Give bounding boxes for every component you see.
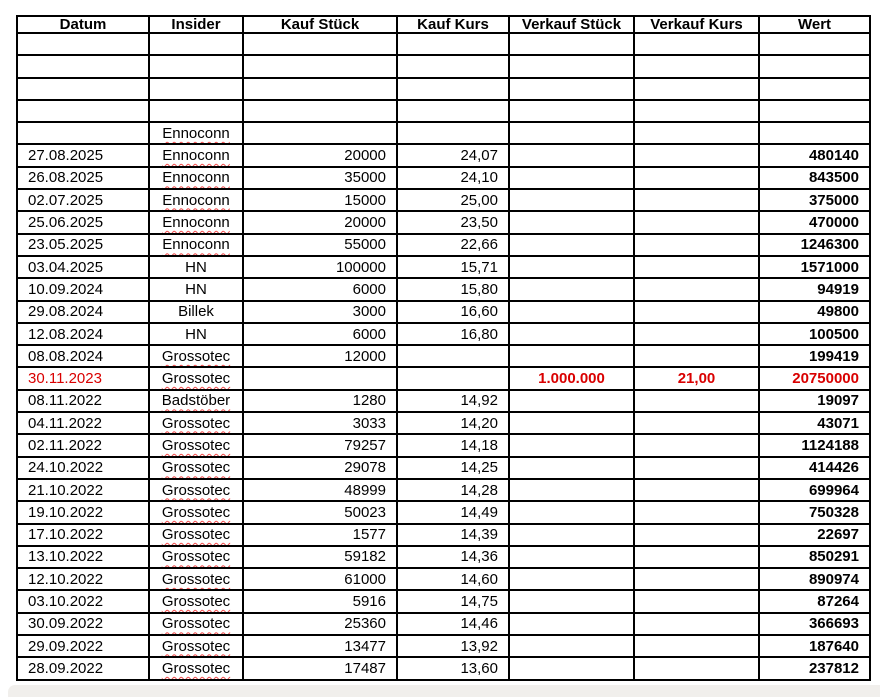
cell-kauf_stueck[interactable]: 1577 <box>243 524 397 546</box>
cell-wert[interactable] <box>759 78 870 100</box>
cell-datum[interactable] <box>17 100 149 122</box>
header-row <box>17 16 870 33</box>
cell-kauf_stueck[interactable] <box>243 367 397 389</box>
cell-datum[interactable] <box>17 78 149 100</box>
cell-kauf_kurs[interactable] <box>397 55 509 77</box>
cell-wert[interactable]: 843500 <box>759 167 870 189</box>
cell-verkauf_stueck[interactable] <box>509 657 634 679</box>
insider-name-misspelled: Grossotec <box>161 526 231 544</box>
cell-kauf_kurs[interactable]: 13,92 <box>397 635 509 657</box>
cell-verkauf_stueck[interactable] <box>509 144 634 166</box>
cell-insider[interactable] <box>149 345 243 367</box>
cell-kauf_stueck[interactable] <box>243 55 397 77</box>
cell-verkauf_stueck[interactable] <box>509 78 634 100</box>
cell-insider[interactable] <box>149 211 243 233</box>
cell-insider[interactable] <box>149 613 243 635</box>
insider-name-misspelled: Grossotec <box>161 548 231 566</box>
table-row <box>17 501 870 523</box>
insider-name-misspelled: Grossotec <box>161 637 231 655</box>
cell-verkauf_kurs[interactable] <box>634 635 759 657</box>
cell-verkauf_kurs[interactable] <box>634 211 759 233</box>
table-row <box>17 590 870 612</box>
insider-name-misspelled: Grossotec <box>161 370 231 388</box>
cell-kauf_kurs[interactable]: 14,49 <box>397 501 509 523</box>
cell-verkauf_stueck[interactable] <box>509 457 634 479</box>
cell-insider[interactable] <box>149 100 243 122</box>
insider-name-misspelled: Grossotec <box>161 659 231 677</box>
cell-wert[interactable] <box>759 55 870 77</box>
cell-datum[interactable] <box>17 122 149 144</box>
cell-verkauf_stueck[interactable] <box>509 301 634 323</box>
insider-name-misspelled: Ennoconn <box>162 191 230 209</box>
cell-datum[interactable]: 25.06.2025 <box>17 211 149 233</box>
cell-verkauf_kurs[interactable] <box>634 434 759 456</box>
cell-kauf_kurs[interactable] <box>397 122 509 144</box>
cell-kauf_kurs[interactable]: 14,28 <box>397 479 509 501</box>
table-row <box>17 301 870 323</box>
cell-verkauf_kurs[interactable]: 21,00 <box>634 367 759 389</box>
cell-kauf_stueck[interactable] <box>243 100 397 122</box>
cell-verkauf_kurs[interactable] <box>634 412 759 434</box>
cell-verkauf_stueck[interactable] <box>509 524 634 546</box>
cell-kauf_kurs[interactable]: 23,50 <box>397 211 509 233</box>
cell-wert[interactable]: 366693 <box>759 613 870 635</box>
cell-kauf_stueck[interactable]: 5916 <box>243 590 397 612</box>
table-row <box>17 613 870 635</box>
cell-wert[interactable]: 375000 <box>759 189 870 211</box>
cell-insider[interactable] <box>149 524 243 546</box>
cell-kauf_stueck[interactable]: 35000 <box>243 167 397 189</box>
table-row <box>17 100 870 122</box>
table-row <box>17 457 870 479</box>
cell-verkauf_stueck[interactable] <box>509 345 634 367</box>
table-row <box>17 256 870 278</box>
cell-datum[interactable]: 29.08.2024 <box>17 301 149 323</box>
cell-verkauf_kurs[interactable] <box>634 278 759 300</box>
cell-verkauf_kurs[interactable] <box>634 100 759 122</box>
cell-verkauf_kurs[interactable] <box>634 167 759 189</box>
cell-kauf_kurs[interactable]: 14,18 <box>397 434 509 456</box>
cell-verkauf_stueck[interactable] <box>509 189 634 211</box>
table-row <box>17 323 870 345</box>
table-row <box>17 122 870 144</box>
cell-kauf_kurs[interactable]: 16,80 <box>397 323 509 345</box>
column-header-wert[interactable]: Wert <box>759 16 870 33</box>
cell-wert[interactable]: 43071 <box>759 412 870 434</box>
cell-datum[interactable]: 10.09.2024 <box>17 278 149 300</box>
cell-datum[interactable] <box>17 33 149 55</box>
cell-verkauf_kurs[interactable] <box>634 301 759 323</box>
cell-datum[interactable]: 03.04.2025 <box>17 256 149 278</box>
cell-wert[interactable]: 199419 <box>759 345 870 367</box>
column-header-insider[interactable]: Insider <box>149 16 243 33</box>
table-row <box>17 144 870 166</box>
cell-kauf_kurs[interactable]: 14,25 <box>397 457 509 479</box>
table-row <box>17 657 870 679</box>
cell-kauf_stueck[interactable]: 1280 <box>243 390 397 412</box>
cell-insider[interactable] <box>149 78 243 100</box>
cell-insider[interactable] <box>149 189 243 211</box>
cell-insider[interactable] <box>149 234 243 256</box>
cell-verkauf_stueck[interactable] <box>509 234 634 256</box>
cell-datum[interactable]: 26.08.2025 <box>17 167 149 189</box>
cell-kauf_kurs[interactable] <box>397 78 509 100</box>
cell-insider[interactable] <box>149 434 243 456</box>
table-row <box>17 189 870 211</box>
cell-kauf_stueck[interactable]: 25360 <box>243 613 397 635</box>
column-header-verkauf_kurs[interactable]: Verkauf Kurs <box>634 16 759 33</box>
cell-datum[interactable]: 24.10.2022 <box>17 457 149 479</box>
cell-insider[interactable] <box>149 479 243 501</box>
cell-insider[interactable] <box>149 457 243 479</box>
cell-verkauf_kurs[interactable] <box>634 256 759 278</box>
column-header-datum[interactable]: Datum <box>17 16 149 33</box>
cell-wert[interactable]: 187640 <box>759 635 870 657</box>
cell-kauf_kurs[interactable]: 22,66 <box>397 234 509 256</box>
cell-wert[interactable]: 850291 <box>759 546 870 568</box>
cell-insider[interactable]: HN <box>149 256 243 278</box>
cell-wert[interactable]: 1571000 <box>759 256 870 278</box>
cell-wert[interactable]: 470000 <box>759 211 870 233</box>
insider-name-misspelled: Grossotec <box>161 593 231 611</box>
cell-wert[interactable]: 19097 <box>759 390 870 412</box>
cell-kauf_stueck[interactable]: 79257 <box>243 434 397 456</box>
cell-verkauf_stueck[interactable] <box>509 546 634 568</box>
cell-verkauf_stueck[interactable] <box>509 211 634 233</box>
cell-kauf_kurs[interactable]: 14,36 <box>397 546 509 568</box>
cell-datum[interactable]: 12.10.2022 <box>17 568 149 590</box>
cell-verkauf_stueck[interactable] <box>509 635 634 657</box>
cell-wert[interactable] <box>759 100 870 122</box>
insider-name-misspelled: Ennoconn <box>162 236 230 254</box>
cell-verkauf_stueck[interactable] <box>509 33 634 55</box>
cell-wert[interactable]: 1246300 <box>759 234 870 256</box>
cell-kauf_stueck[interactable]: 6000 <box>243 278 397 300</box>
cell-verkauf_kurs[interactable] <box>634 33 759 55</box>
cell-kauf_stueck[interactable]: 59182 <box>243 546 397 568</box>
cell-insider[interactable]: HN <box>149 278 243 300</box>
cell-kauf_kurs[interactable]: 14,75 <box>397 590 509 612</box>
cell-insider[interactable] <box>149 501 243 523</box>
cell-wert[interactable]: 1124188 <box>759 434 870 456</box>
cell-datum[interactable]: 12.08.2024 <box>17 323 149 345</box>
table-row <box>17 234 870 256</box>
cell-kauf_kurs[interactable]: 24,07 <box>397 144 509 166</box>
cell-verkauf_stueck[interactable] <box>509 390 634 412</box>
cell-verkauf_stueck[interactable] <box>509 434 634 456</box>
cell-verkauf_kurs[interactable] <box>634 613 759 635</box>
bottom-window-edge <box>8 685 880 697</box>
insider-name-misspelled: Grossotec <box>161 459 231 477</box>
cell-kauf_kurs[interactable]: 16,60 <box>397 301 509 323</box>
cell-verkauf_stueck[interactable]: 1.000.000 <box>509 367 634 389</box>
cell-kauf_stueck[interactable]: 61000 <box>243 568 397 590</box>
cell-kauf_stueck[interactable] <box>243 33 397 55</box>
table-row <box>17 479 870 501</box>
table-row <box>17 412 870 434</box>
cell-verkauf_kurs[interactable] <box>634 189 759 211</box>
cell-kauf_kurs[interactable]: 14,39 <box>397 524 509 546</box>
table-row <box>17 546 870 568</box>
cell-insider[interactable] <box>149 568 243 590</box>
cell-kauf_stueck[interactable]: 13477 <box>243 635 397 657</box>
cell-kauf_stueck[interactable]: 12000 <box>243 345 397 367</box>
cell-verkauf_stueck[interactable] <box>509 278 634 300</box>
table-row <box>17 367 870 389</box>
cell-verkauf_kurs[interactable] <box>634 657 759 679</box>
cell-datum[interactable]: 28.09.2022 <box>17 657 149 679</box>
cell-kauf_kurs[interactable] <box>397 33 509 55</box>
cell-insider[interactable] <box>149 657 243 679</box>
cell-insider[interactable] <box>149 33 243 55</box>
cell-verkauf_kurs[interactable] <box>634 55 759 77</box>
insider-trades-table <box>16 15 871 681</box>
insider-name-misspelled: Grossotec <box>161 615 231 633</box>
cell-kauf_kurs[interactable]: 14,20 <box>397 412 509 434</box>
cell-verkauf_stueck[interactable] <box>509 412 634 434</box>
cell-wert[interactable]: 49800 <box>759 301 870 323</box>
cell-wert[interactable]: 480140 <box>759 144 870 166</box>
cell-verkauf_kurs[interactable] <box>634 122 759 144</box>
cell-wert[interactable]: 100500 <box>759 323 870 345</box>
cell-verkauf_kurs[interactable] <box>634 78 759 100</box>
table-row <box>17 345 870 367</box>
cell-datum[interactable]: 04.11.2022 <box>17 412 149 434</box>
cell-insider[interactable] <box>149 546 243 568</box>
insider-name-misspelled: Ennoconn <box>162 214 230 232</box>
cell-insider[interactable] <box>149 590 243 612</box>
cell-datum[interactable]: 27.08.2025 <box>17 144 149 166</box>
cell-kauf_stueck[interactable]: 20000 <box>243 211 397 233</box>
cell-kauf_stueck[interactable]: 48999 <box>243 479 397 501</box>
cell-wert[interactable]: 750328 <box>759 501 870 523</box>
cell-verkauf_stueck[interactable] <box>509 122 634 144</box>
cell-datum[interactable]: 02.11.2022 <box>17 434 149 456</box>
cell-wert[interactable]: 414426 <box>759 457 870 479</box>
cell-verkauf_stueck[interactable] <box>509 479 634 501</box>
cell-verkauf_stueck[interactable] <box>509 256 634 278</box>
cell-kauf_kurs[interactable]: 25,00 <box>397 189 509 211</box>
cell-datum[interactable]: 13.10.2022 <box>17 546 149 568</box>
cell-kauf_stueck[interactable]: 55000 <box>243 234 397 256</box>
cell-insider[interactable]: HN <box>149 323 243 345</box>
cell-wert[interactable]: 890974 <box>759 568 870 590</box>
cell-verkauf_kurs[interactable] <box>634 234 759 256</box>
cell-insider[interactable] <box>149 167 243 189</box>
cell-insider[interactable]: Billek <box>149 301 243 323</box>
table-row <box>17 167 870 189</box>
cell-wert[interactable]: 87264 <box>759 590 870 612</box>
cell-verkauf_kurs[interactable] <box>634 546 759 568</box>
cell-datum[interactable]: 08.11.2022 <box>17 390 149 412</box>
cell-verkauf_kurs[interactable] <box>634 590 759 612</box>
cell-verkauf_kurs[interactable] <box>634 501 759 523</box>
cell-insider[interactable] <box>149 390 243 412</box>
cell-datum[interactable]: 17.10.2022 <box>17 524 149 546</box>
insider-name-misspelled: Grossotec <box>161 347 231 365</box>
insider-name-misspelled: Ennoconn <box>162 124 230 142</box>
cell-wert[interactable]: 20750000 <box>759 367 870 389</box>
table-row <box>17 635 870 657</box>
cell-datum[interactable] <box>17 55 149 77</box>
cell-kauf_stueck[interactable]: 29078 <box>243 457 397 479</box>
cell-verkauf_stueck[interactable] <box>509 613 634 635</box>
table-row <box>17 211 870 233</box>
cell-kauf_stueck[interactable]: 3033 <box>243 412 397 434</box>
cell-datum[interactable]: 02.07.2025 <box>17 189 149 211</box>
cell-kauf_stueck[interactable]: 3000 <box>243 301 397 323</box>
cell-datum[interactable]: 19.10.2022 <box>17 501 149 523</box>
insider-name-misspelled: Grossotec <box>161 436 231 454</box>
cell-verkauf_kurs[interactable] <box>634 345 759 367</box>
insider-name-misspelled: Grossotec <box>161 481 231 499</box>
cell-kauf_kurs[interactable] <box>397 367 509 389</box>
cell-kauf_kurs[interactable]: 24,10 <box>397 167 509 189</box>
column-header-kauf_kurs[interactable]: Kauf Kurs <box>397 16 509 33</box>
table-row <box>17 33 870 55</box>
table-row <box>17 55 870 77</box>
cell-insider[interactable] <box>149 635 243 657</box>
cell-wert[interactable]: 22697 <box>759 524 870 546</box>
cell-insider[interactable] <box>149 367 243 389</box>
table-row <box>17 524 870 546</box>
cell-verkauf_kurs[interactable] <box>634 524 759 546</box>
cell-verkauf_kurs[interactable] <box>634 479 759 501</box>
cell-datum[interactable]: 08.08.2024 <box>17 345 149 367</box>
cell-kauf_kurs[interactable]: 14,46 <box>397 613 509 635</box>
cell-wert[interactable] <box>759 122 870 144</box>
cell-insider[interactable] <box>149 122 243 144</box>
cell-wert[interactable]: 237812 <box>759 657 870 679</box>
cell-kauf_stueck[interactable] <box>243 78 397 100</box>
cell-kauf_kurs[interactable] <box>397 100 509 122</box>
cell-kauf_stueck[interactable]: 17487 <box>243 657 397 679</box>
cell-wert[interactable] <box>759 33 870 55</box>
cell-verkauf_stueck[interactable] <box>509 100 634 122</box>
cell-kauf_stueck[interactable]: 50023 <box>243 501 397 523</box>
column-header-verkauf_stueck[interactable]: Verkauf Stück <box>509 16 634 33</box>
table-row <box>17 568 870 590</box>
cell-verkauf_stueck[interactable] <box>509 167 634 189</box>
cell-kauf_kurs[interactable]: 15,71 <box>397 256 509 278</box>
cell-verkauf_stueck[interactable] <box>509 55 634 77</box>
cell-kauf_stueck[interactable]: 20000 <box>243 144 397 166</box>
cell-kauf_kurs[interactable]: 14,92 <box>397 390 509 412</box>
table-row <box>17 390 870 412</box>
cell-wert[interactable]: 699964 <box>759 479 870 501</box>
cell-datum[interactable]: 03.10.2022 <box>17 590 149 612</box>
cell-verkauf_stueck[interactable] <box>509 590 634 612</box>
cell-insider[interactable] <box>149 144 243 166</box>
cell-kauf_stueck[interactable]: 6000 <box>243 323 397 345</box>
insider-name-misspelled: Grossotec <box>161 503 231 521</box>
cell-datum[interactable]: 21.10.2022 <box>17 479 149 501</box>
cell-kauf_stueck[interactable]: 15000 <box>243 189 397 211</box>
cell-datum[interactable]: 30.11.2023 <box>17 367 149 389</box>
cell-kauf_kurs[interactable] <box>397 345 509 367</box>
table-row <box>17 434 870 456</box>
cell-verkauf_kurs[interactable] <box>634 568 759 590</box>
cell-kauf_kurs[interactable]: 13,60 <box>397 657 509 679</box>
insider-name-misspelled: Ennoconn <box>162 169 230 187</box>
insider-name-misspelled: Grossotec <box>161 570 231 588</box>
cell-datum[interactable]: 30.09.2022 <box>17 613 149 635</box>
cell-verkauf_kurs[interactable] <box>634 144 759 166</box>
table-body <box>17 33 870 680</box>
table-row <box>17 278 870 300</box>
cell-insider[interactable] <box>149 55 243 77</box>
cell-verkauf_stueck[interactable] <box>509 568 634 590</box>
insider-name-misspelled: Ennoconn <box>162 147 230 165</box>
insider-name-misspelled: Badstöber <box>161 392 231 410</box>
cell-kauf_stueck[interactable] <box>243 122 397 144</box>
cell-verkauf_stueck[interactable] <box>509 501 634 523</box>
cell-insider[interactable] <box>149 412 243 434</box>
cell-wert[interactable]: 94919 <box>759 278 870 300</box>
insider-name-misspelled: Grossotec <box>161 414 231 432</box>
cell-kauf_stueck[interactable]: 100000 <box>243 256 397 278</box>
cell-kauf_kurs[interactable]: 15,80 <box>397 278 509 300</box>
column-header-kauf_stueck[interactable]: Kauf Stück <box>243 16 397 33</box>
cell-verkauf_kurs[interactable] <box>634 323 759 345</box>
cell-datum[interactable]: 29.09.2022 <box>17 635 149 657</box>
cell-verkauf_kurs[interactable] <box>634 457 759 479</box>
cell-datum[interactable]: 23.05.2025 <box>17 234 149 256</box>
cell-kauf_kurs[interactable]: 14,60 <box>397 568 509 590</box>
table-row <box>17 78 870 100</box>
cell-verkauf_kurs[interactable] <box>634 390 759 412</box>
cell-verkauf_stueck[interactable] <box>509 323 634 345</box>
